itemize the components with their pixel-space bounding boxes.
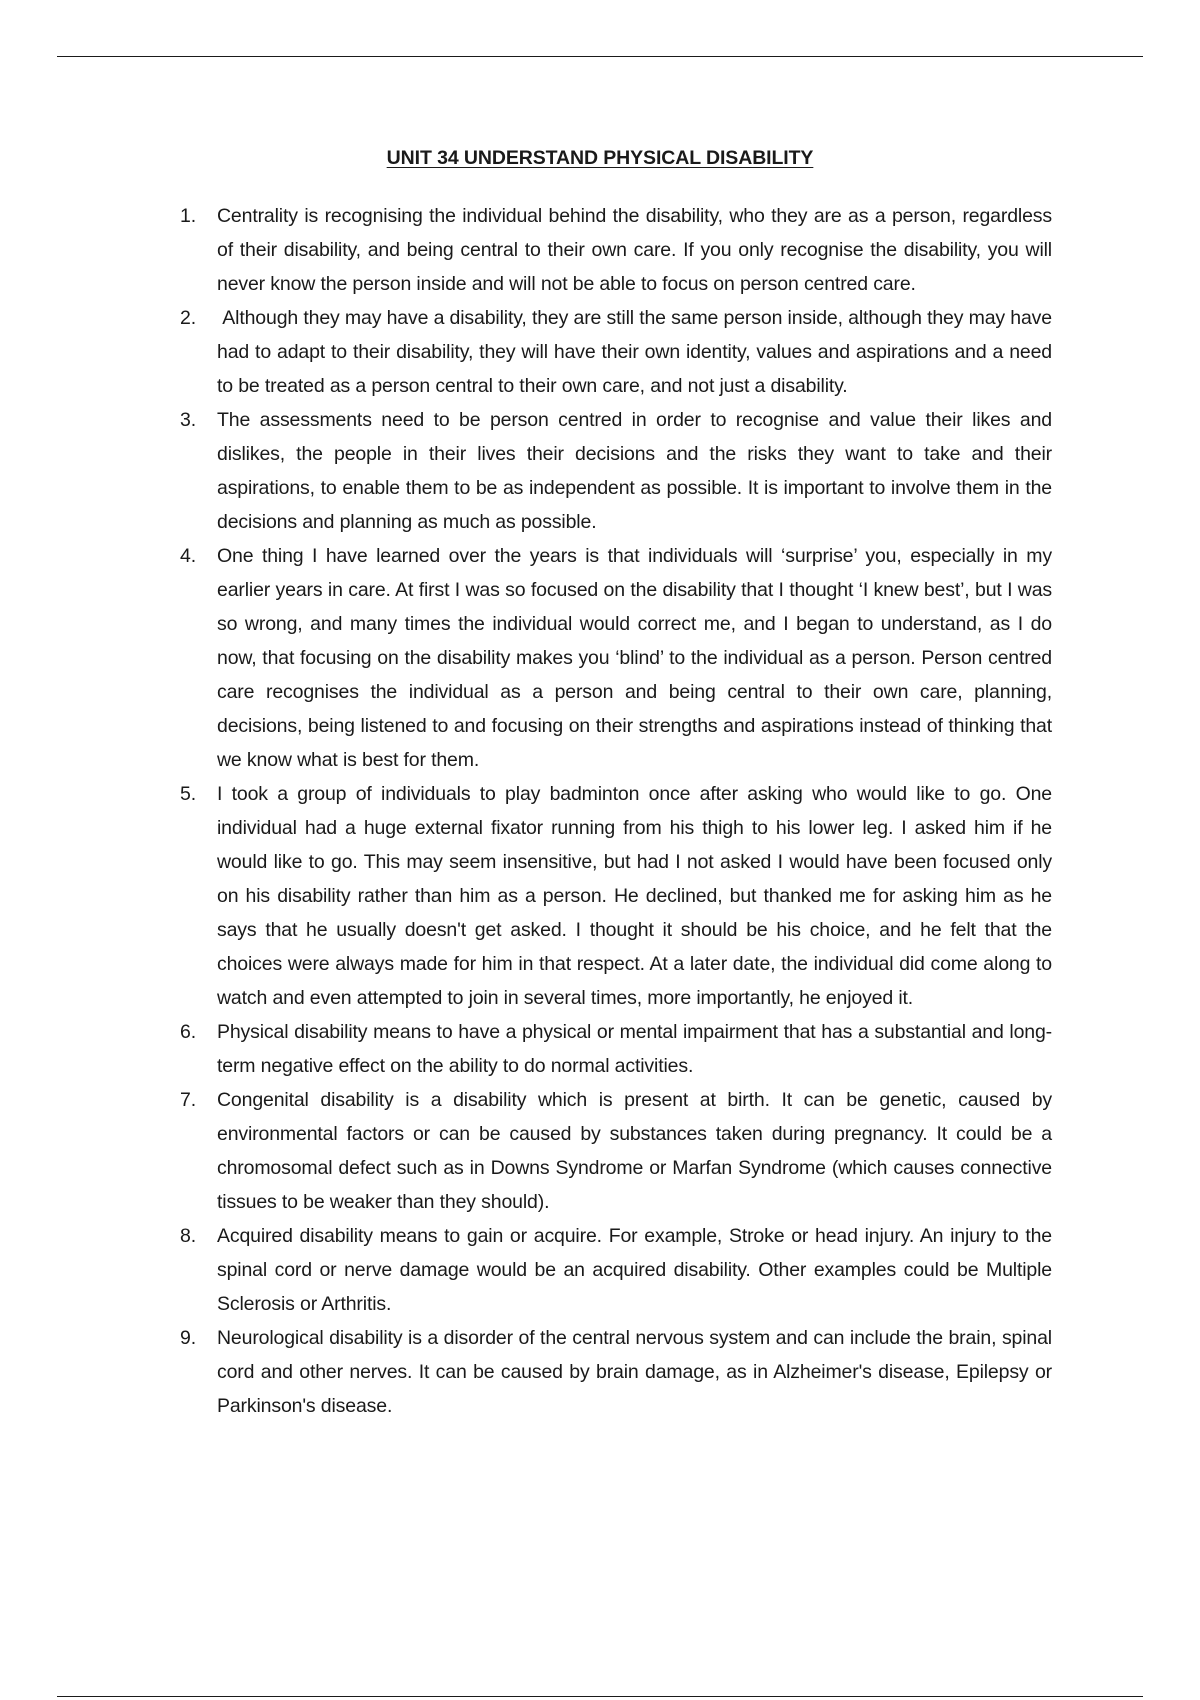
list-item-text: One thing I have learned over the years is that individuals will ‘surprise’ you, especially in my earlier years in care. At first I was so focused on the disability that I thought ‘I knew best’, but I was so wrong, and many times the individual would correct me, and I began to understand, as I do now, that focusing on the disability makes you ‘blind’ to the individual as a person. Person centred care recognises the individual as a person and being central to their own care, planning, decisions, being listened to and focusing on their strengths and aspirations instead of thinking that we know what is best for them. <box>217 545 1052 771</box>
list-item <box>180 1083 1052 1219</box>
footer-rule <box>57 1696 1143 1697</box>
document-title: UNIT 34 UNDERSTAND PHYSICAL DISABILITY <box>386 147 814 169</box>
list-item-number: 9. <box>180 1327 196 1349</box>
list-item-number: 2. <box>180 307 196 329</box>
list-item <box>180 1321 1052 1423</box>
list-item-text: Neurological disability is a disorder of the central nervous system and can include the brain, spinal cord and other nerves. It can be caused by brain damage, as in Alzheimer's disease, Epilepsy or Parkinson's disease. <box>217 1327 1052 1417</box>
list-item-text: I took a group of individuals to play badminton once after asking who would like to go. One individual had a huge external fixator running from his thigh to his lower leg. I asked him if he would like to go. This may seem insensitive, but had I not asked I would have been focused only on his disability rather than him as a person. He declined, but thanked me for asking him as he says that he usually doesn't get asked. I thought it should be his choice, and he felt that the choices were always made for him in that respect. At a later date, the individual did come along to watch and even attempted to join in several times, more importantly, he enjoyed it. <box>217 783 1052 1009</box>
list-item-number: 6. <box>180 1021 196 1043</box>
list-item-number: 3. <box>180 409 196 431</box>
list-item <box>180 1015 1052 1083</box>
list-item <box>180 539 1052 777</box>
list-item-text: Congenital disability is a disability which is present at birth. It can be genetic, caused by environmental factors or can be caused by substances taken during pregnancy. It could be a chromosomal defect such as in Downs Syndrome or Marfan Syndrome (which causes connective tissues to be weaker than they should). <box>217 1089 1052 1213</box>
list-item-number: 5. <box>180 783 196 805</box>
list-item-number: 1. <box>180 205 196 227</box>
list-item <box>180 301 1058 403</box>
list-item-text: Acquired disability means to gain or acquire. For example, Stroke or head injury. An injury to the spinal cord or nerve damage would be an acquired disability. Other examples could be Multiple Sclerosis or Arthritis. <box>217 1225 1052 1315</box>
list-item-number: 4. <box>180 545 196 567</box>
list-item-text: Centrality is recognising the individual behind the disability, who they are as a person, regardless of their disability, and being central to their own care. If you only recognise the disability, you will never know the person inside and will not be able to focus on person centred care. <box>217 205 1052 295</box>
list-item-text: Physical disability means to have a physical or mental impairment that has a substantial and long-term negative effect on the ability to do normal activities. <box>217 1021 1052 1077</box>
list-item-text: The assessments need to be person centred in order to recognise and value their likes and dislikes, the people in their lives their decisions and the risks they want to take and their aspirations, to enable them to be as independent as possible. It is important to involve them in the decisions and planning as much as possible. <box>217 409 1052 533</box>
list-item-number: 7. <box>180 1089 196 1111</box>
list-item <box>180 199 1052 301</box>
list-item-number: 8. <box>180 1225 196 1247</box>
list-item-text: Although they may have a disability, they are still the same person inside, although they may have had to adapt to their disability, they will have their own identity, values and aspirations and a need to be treated as a person central to their own care, and not just a disability. <box>217 307 1058 397</box>
numbered-list <box>180 199 1058 1423</box>
list-item <box>180 777 1052 1015</box>
list-item <box>180 1219 1052 1321</box>
list-item <box>180 403 1052 539</box>
header-rule <box>57 56 1143 57</box>
